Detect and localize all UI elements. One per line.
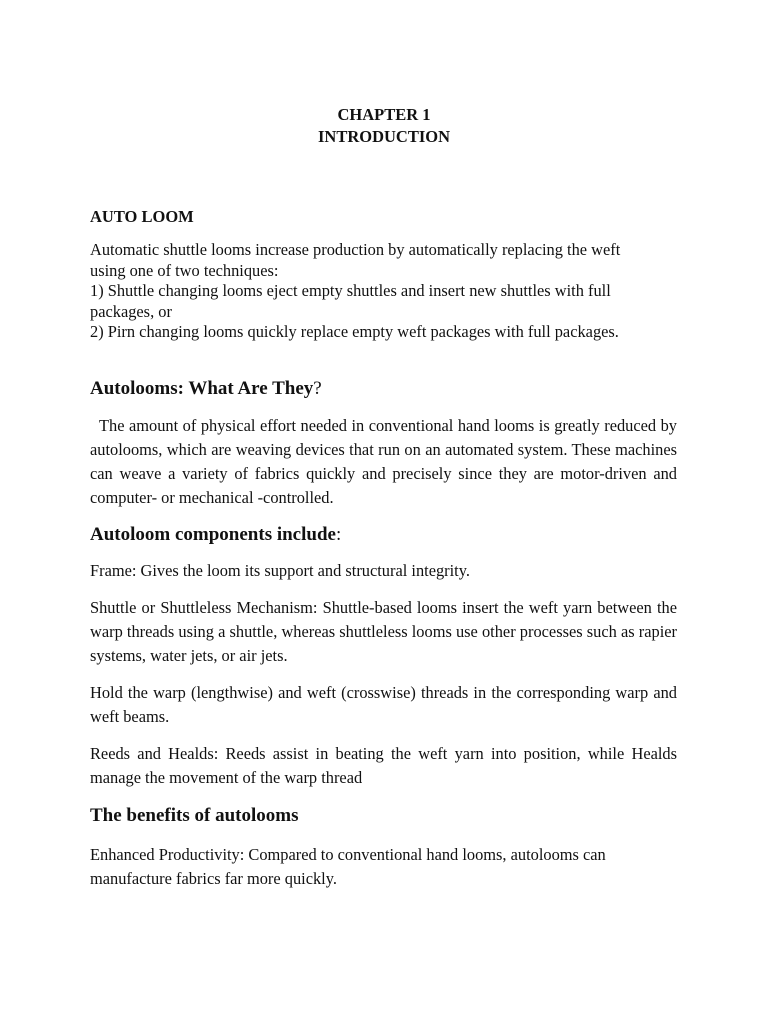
auto-loom-line: 2) Pirn changing looms quickly replace empty weft packages with full packages. [90, 322, 619, 341]
what-are-they-heading [90, 377, 677, 401]
auto-loom-line: using one of two techniques: [90, 260, 279, 280]
components-heading [90, 523, 677, 547]
component-beams: Hold the warp (lengthwise) and weft (crosswise) threads in the corresponding warp and weft beams. [90, 682, 677, 726]
chapter-title: INTRODUCTION [317, 127, 451, 146]
components-heading-text: Autoloom components include [90, 523, 336, 545]
component-shuttle-mechanism: Shuttle or Shuttleless Mechanism: Shuttle-based looms insert the weft yarn between the warp threads using a shuttle, whereas shuttleless looms use other processes such as rapier systems, water jets, or air jets. [90, 597, 677, 665]
auto-loom-line: 1) Shuttle changing looms eject empty shuttles and insert new shuttles with full [90, 281, 611, 300]
what-are-they-heading-text: Autolooms: What Are They [90, 377, 314, 399]
chapter-number: CHAPTER 1 [337, 105, 431, 124]
auto-loom-paragraph [90, 240, 677, 343]
what-are-they-heading-mark: ? [313, 377, 322, 399]
what-are-they-paragraph: The amount of physical effort needed in conventional hand looms is greatly reduced by autolooms, which are weaving devices that run on an automated system. These machines can weave a variety of fabrics quickly and precisely since they are motor-driven and computer- or mechanical -controlled. [90, 415, 682, 507]
auto-loom-line: packages, or [90, 301, 172, 321]
document-body [90, 206, 682, 891]
component-reeds-healds: Reeds and Healds: Reeds assist in beating the weft yarn into position, while Healds manage the movement of the warp thread [90, 743, 677, 787]
auto-loom-line: Automatic shuttle looms increase production by automatically replacing the weft [90, 240, 621, 259]
benefits-heading: The benefits of autolooms [90, 804, 299, 826]
component-frame: Frame: Gives the loom its support and structural integrity. [90, 560, 470, 580]
auto-loom-heading: AUTO LOOM [90, 207, 194, 226]
benefit-productivity: Enhanced Productivity: Compared to conventional hand looms, autolooms can manufacture fabrics far more quickly. [90, 844, 606, 888]
components-heading-mark: : [335, 523, 342, 545]
chapter-heading [0, 104, 768, 148]
